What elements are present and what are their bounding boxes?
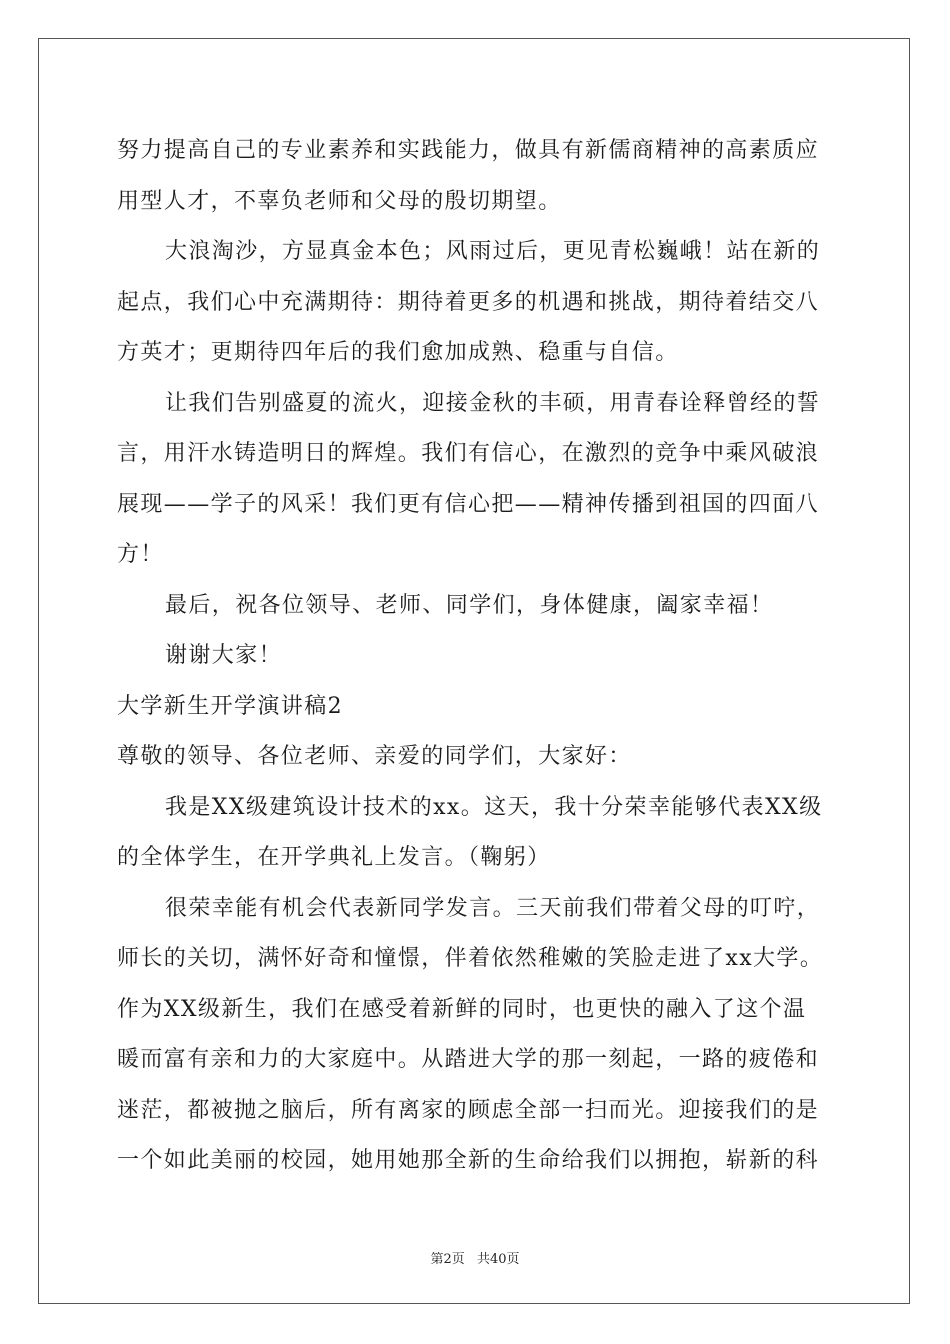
- text-line: 起点，我们心中充满期待：期待着更多的机遇和挑战，期待着结交八: [117, 290, 820, 315]
- text-line: 我是XX级建筑设计技术的xx。这天，我十分荣幸能够代表XX级: [165, 795, 823, 820]
- text-line: 暖而富有亲和力的大家庭中。从踏进大学的那一刻起，一路的疲倦和: [117, 1047, 820, 1072]
- salutation: 尊敬的领导、各位老师、亲爱的同学们，大家好：: [117, 744, 632, 769]
- text-line: 努力提高自己的专业素养和实践能力，做具有新儒商精神的高素质应: [117, 138, 820, 163]
- text-line: 最后，祝各位领导、老师、同学们，身体健康，阖家幸福！: [165, 593, 774, 618]
- page-footer: [0, 1248, 950, 1267]
- page-total: 共40页: [476, 1252, 520, 1267]
- text-line: 展现——学子的风采！我们更有信心把——精神传播到祖国的四面八: [117, 492, 820, 517]
- text-line: 迷茫，都被抛之脑后，所有离家的顾虑全部一扫而光。迎接我们的是: [117, 1098, 820, 1123]
- text-line: 很荣幸能有机会代表新同学发言。三天前我们带着父母的叮咛，: [165, 896, 821, 921]
- text-line: 方英才；更期待四年后的我们愈加成熟、稳重与自信。: [117, 340, 679, 365]
- text-line: 师长的关切，满怀好奇和憧憬，伴着依然稚嫩的笑脸走进了xx大学。: [117, 946, 824, 971]
- section-heading: 大学新生开学演讲稿2: [117, 694, 343, 719]
- text-line: 让我们告别盛夏的流火，迎接金秋的丰硕，用青春诠释曾经的誓: [165, 391, 821, 416]
- text-line: 谢谢大家！: [165, 643, 283, 668]
- text-line: 的全体学生，在开学典礼上发言。（鞠躬）: [117, 845, 551, 870]
- text-line: 作为XX级新生，我们在感受着新鲜的同时，也更快的融入了这个温: [117, 997, 807, 1022]
- text-line: 大浪淘沙，方显真金本色；风雨过后，更见青松巍峨！站在新的: [165, 239, 821, 264]
- text-line: 言，用汗水铸造明日的辉煌。我们有信心，在激烈的竞争中乘风破浪: [117, 441, 820, 466]
- text-line: 一个如此美丽的校园，她用她那全新的生命给我们以拥抱，崭新的科: [117, 1148, 820, 1173]
- text-line: 方！: [117, 542, 164, 567]
- text-line: 用型人才，不辜负老师和父母的殷切期望。: [117, 189, 562, 214]
- page-number: 第2页: [430, 1252, 465, 1267]
